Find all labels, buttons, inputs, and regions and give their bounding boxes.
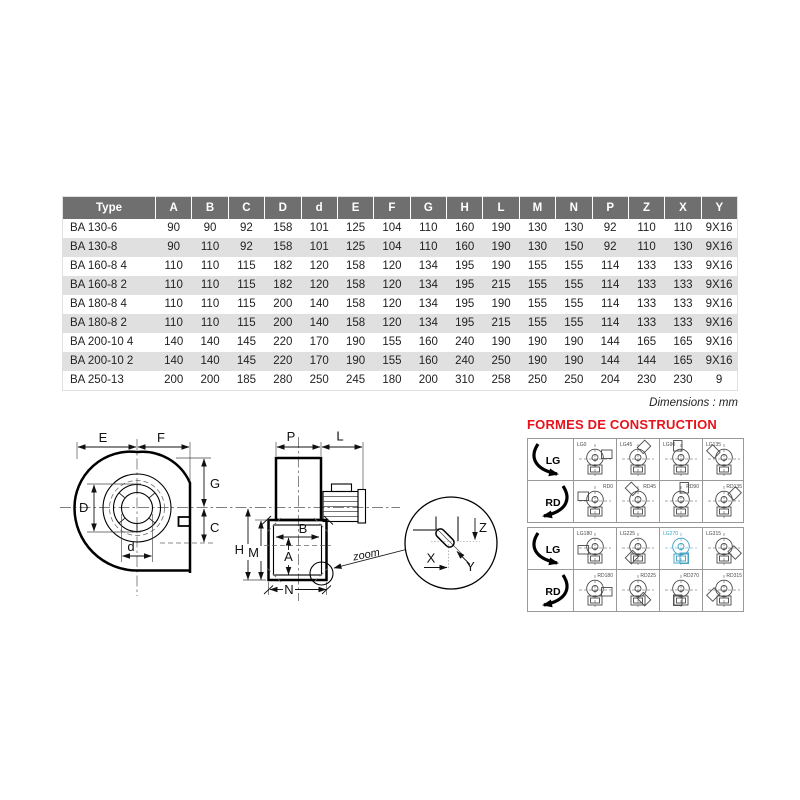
cell-value: 130 [519,219,555,238]
cell-type: BA 200-10 4 [63,333,156,352]
construction-cell-RD225 [617,570,660,611]
fan-orientation-icon [703,481,745,522]
cell-value: 200 [192,371,228,391]
svg-text:LG135: LG135 [706,442,722,448]
cell-value: 133 [628,257,664,276]
cell-value: 195 [447,295,483,314]
construction-cell-RD135 [703,481,745,522]
svg-text:LG45: LG45 [620,442,633,448]
svg-text:LG: LG [545,544,561,556]
cell-value: 195 [447,276,483,295]
construction-row [528,439,743,480]
cell-value: 240 [447,352,483,371]
construction-cell-LG315 [703,528,745,569]
cell-value: 110 [192,314,228,333]
cell-value: 140 [301,295,337,314]
cell-value: 190 [337,333,373,352]
construction-row [528,528,743,569]
cell-value: 258 [483,371,519,391]
flange-inner [274,525,322,575]
cell-value: 200 [265,295,301,314]
column-header-Z: Z [628,197,664,220]
column-header-L: L [483,197,519,220]
flange-outer [269,520,327,580]
fan-orientation-icon [703,439,745,480]
cell-value: 9X16 [701,352,737,371]
cell-value: 250 [483,352,519,371]
cell-value: 190 [519,333,555,352]
cell-value: 115 [228,276,264,295]
column-header-A: A [156,197,192,220]
dim-label-L: L [336,428,344,444]
cell-value: 9X16 [701,238,737,257]
cell-value: 155 [519,295,555,314]
cell-value: 134 [410,257,446,276]
cell-value: 310 [447,371,483,391]
cell-value: 204 [592,371,628,391]
dim-label-Y: Y [466,559,475,574]
cell-value: 92 [228,219,264,238]
svg-text:RD135: RD135 [726,484,742,490]
svg-text:RD225: RD225 [640,573,656,579]
cell-value: 104 [374,238,410,257]
construction-cell-RD45 [617,481,660,522]
cell-value: 134 [410,276,446,295]
fan-orientation-icon [660,439,702,480]
svg-text:LG0: LG0 [577,442,587,448]
dim-label-X: X [426,550,436,566]
table-row-BA-200-10-2 [63,352,738,371]
cell-value: 215 [483,276,519,295]
cell-value: 195 [447,257,483,276]
construction-block [527,438,744,523]
cell-value: 200 [410,371,446,391]
column-header-M: M [519,197,555,220]
cell-value: 190 [483,257,519,276]
fan-side-view [74,430,220,573]
cell-type: BA 200-10 2 [63,352,156,371]
construction-cell-LG180 [574,528,617,569]
cell-value: 144 [592,333,628,352]
construction-cell-RD90 [660,481,703,522]
fan-technical-drawing [55,420,525,620]
cell-value: 133 [665,257,701,276]
cell-value: 180 [374,371,410,391]
cell-value: 115 [228,314,264,333]
cell-value: 155 [374,333,410,352]
cell-value: 158 [337,276,373,295]
cell-type: BA 250-13 [63,371,156,391]
svg-text:RD270: RD270 [683,573,699,579]
cell-value: 110 [192,257,228,276]
construction-hand-RD [528,570,574,611]
construction-hand-RD [528,481,574,522]
construction-cell-RD315 [703,570,745,611]
cell-value: 114 [592,276,628,295]
cell-value: 110 [156,257,192,276]
cell-value: 92 [592,238,628,257]
cell-value: 90 [156,238,192,257]
cell-value: 182 [265,257,301,276]
cell-value: 230 [665,371,701,391]
cell-value: 240 [447,333,483,352]
cell-value: 120 [374,314,410,333]
svg-text:RD: RD [545,586,561,598]
motor [323,484,366,523]
cell-value: 145 [228,333,264,352]
construction-cell-RD0 [574,481,617,522]
cell-value: 114 [592,257,628,276]
cell-value: 133 [665,314,701,333]
dim-label-N: N [284,582,294,597]
dim-label-A: A [284,549,293,564]
construction-cell-RD180 [574,570,617,611]
cell-value: 155 [519,257,555,276]
cell-value: 92 [592,219,628,238]
table-row-BA-180-8-4 [63,295,738,314]
cell-value: 155 [556,295,592,314]
cell-value: 9X16 [701,295,737,314]
motor-terminal-box [332,484,352,492]
cell-value: 110 [665,219,701,238]
table-row-BA-200-10-4 [63,333,738,352]
cell-value: 185 [228,371,264,391]
cell-value: 110 [156,295,192,314]
fan-front-view [235,429,366,598]
column-header-P: P [592,197,628,220]
cell-value: 110 [192,295,228,314]
fan-orientation-icon [660,570,702,611]
cell-value: 140 [301,314,337,333]
cell-value: 90 [156,219,192,238]
svg-text:RD90: RD90 [686,484,699,490]
construction-cell-RD270 [660,570,703,611]
column-header-B: B [192,197,228,220]
cell-value: 110 [192,276,228,295]
cell-value: 130 [665,238,701,257]
fan-orientation-icon [574,481,616,522]
cell-value: 104 [374,219,410,238]
motor-end-cap [358,490,366,524]
cell-value: 250 [519,371,555,391]
dim-label-Z: Z [479,520,487,535]
cell-value: 9X16 [701,219,737,238]
cell-value: 9X16 [701,333,737,352]
cell-type: BA 180-8 4 [63,295,156,314]
cell-value: 140 [156,352,192,371]
cell-value: 160 [410,333,446,352]
cell-value: 115 [228,295,264,314]
cell-value: 133 [665,276,701,295]
dim-label-P: P [286,429,296,444]
column-header-Y: Y [701,197,737,220]
construction-panel [527,417,745,612]
construction-row [528,569,743,611]
cell-value: 190 [556,352,592,371]
cell-value: 190 [519,352,555,371]
cell-value: 130 [519,238,555,257]
construction-cell-LG45 [617,439,660,480]
cell-value: 170 [301,333,337,352]
cell-value: 215 [483,314,519,333]
column-header-d: d [301,197,337,220]
cell-value: 120 [301,276,337,295]
cell-value: 9X16 [701,257,737,276]
construction-blocks [527,438,745,612]
cell-value: 110 [628,219,664,238]
dim-label-E: E [98,430,108,445]
cell-value: 160 [410,352,446,371]
slot-detail-view [405,497,497,589]
fan-orientation-icon [617,528,659,569]
cell-value: 190 [483,219,519,238]
cell-type: BA 160-8 2 [63,276,156,295]
cell-value: 160 [447,219,483,238]
cell-value: 125 [337,238,373,257]
cell-value: 144 [628,352,664,371]
cell-value: 92 [228,238,264,257]
cell-value: 200 [156,371,192,391]
column-header-N: N [556,197,592,220]
cell-value: 90 [192,219,228,238]
svg-text:RD0: RD0 [602,484,613,490]
column-header-Type: Type [63,197,156,220]
cell-value: 158 [337,314,373,333]
table-row-BA-180-8-2 [63,314,738,333]
fan-orientation-icon [703,570,745,611]
dimensions-table [62,196,738,391]
cell-value: 245 [337,371,373,391]
cell-value: 120 [374,257,410,276]
cell-value: 125 [337,219,373,238]
cell-value: 160 [447,238,483,257]
cell-value: 200 [265,314,301,333]
column-header-E: E [337,197,373,220]
cell-value: 158 [265,219,301,238]
fan-orientation-icon [703,528,745,569]
svg-text:LG180: LG180 [577,531,593,537]
cell-value: 165 [628,333,664,352]
column-header-H: H [447,197,483,220]
svg-text:RD45: RD45 [643,484,656,490]
cell-value: 158 [265,238,301,257]
cell-value: 158 [337,257,373,276]
svg-text:LG: LG [545,455,561,467]
construction-cell-LG225 [617,528,660,569]
column-header-F: F [374,197,410,220]
cell-value: 155 [374,352,410,371]
cell-value: 9X16 [701,314,737,333]
fan-orientation-icon [617,439,659,480]
cell-value: 110 [628,238,664,257]
cell-value: 155 [556,276,592,295]
cell-value: 9 [701,371,737,391]
cell-value: 170 [301,352,337,371]
construction-hand-LG [528,439,574,480]
flange-corner-slots [267,518,328,582]
cell-value: 110 [156,276,192,295]
cell-value: 130 [556,219,592,238]
cell-value: 280 [265,371,301,391]
column-header-D: D [265,197,301,220]
column-header-C: C [228,197,264,220]
construction-row [528,480,743,522]
cell-value: 144 [592,352,628,371]
dim-label-C: C [210,520,220,535]
cell-type: BA 130-6 [63,219,156,238]
cell-value: 9X16 [701,276,737,295]
dim-label-B: B [298,521,308,536]
svg-text:RD: RD [545,497,561,509]
fan-orientation-icon [574,570,616,611]
fan-orientation-icon [574,439,616,480]
column-header-X: X [665,197,701,220]
cell-value: 220 [265,333,301,352]
construction-hand-LG [528,528,574,569]
dim-label-M: M [248,545,259,560]
cell-value: 133 [628,314,664,333]
cell-type: BA 130-8 [63,238,156,257]
svg-text:RD315: RD315 [726,573,742,579]
dim-label-d: d [127,539,135,554]
cell-value: 110 [192,238,228,257]
cell-value: 220 [265,352,301,371]
construction-cell-LG135 [703,439,745,480]
construction-title: FORMES DE CONSTRUCTION [527,417,718,432]
cell-value: 140 [192,352,228,371]
fan-orientation-icon [660,528,702,569]
cell-value: 115 [228,257,264,276]
fan-orientation-icon [617,481,659,522]
cell-value: 140 [192,333,228,352]
construction-block [527,527,744,612]
cell-value: 101 [301,238,337,257]
cell-value: 114 [592,314,628,333]
column-header-G: G [410,197,446,220]
svg-text:LG270: LG270 [663,531,679,537]
cell-value: 133 [628,276,664,295]
svg-text:RD180: RD180 [597,573,613,579]
table-row-BA-160-8-2 [63,276,738,295]
table-row-BA-130-6 [63,219,738,238]
cell-value: 120 [374,295,410,314]
cell-value: 150 [556,238,592,257]
cell-value: 134 [410,295,446,314]
table-header-row [63,197,738,220]
cell-value: 155 [519,276,555,295]
fan-orientation-icon [574,528,616,569]
dimensions-note: Dimensions : mm [649,397,738,409]
cell-value: 155 [519,314,555,333]
svg-text:LG225: LG225 [620,531,636,537]
svg-text:LG90: LG90 [663,442,676,448]
dim-label-D: D [79,500,89,515]
volute-outline [74,452,190,573]
dim-label-H: H [234,542,244,557]
cell-value: 230 [628,371,664,391]
cell-value: 114 [592,295,628,314]
cell-value: 120 [301,257,337,276]
cell-value: 165 [665,352,701,371]
cell-value: 195 [447,314,483,333]
cell-value: 190 [483,295,519,314]
cell-value: 155 [556,257,592,276]
table-row-BA-160-8-4 [63,257,738,276]
fan-orientation-icon [660,481,702,522]
dim-label-G: G [210,476,221,491]
construction-cell-LG0 [574,439,617,480]
cell-value: 182 [265,276,301,295]
cell-type: BA 160-8 4 [63,257,156,276]
witness-ticks [262,516,333,594]
cell-value: 134 [410,314,446,333]
cell-value: 110 [410,219,446,238]
zoom-leader-label: zoom [352,546,381,564]
cell-value: 110 [156,314,192,333]
cell-value: 140 [156,333,192,352]
cell-value: 145 [228,352,264,371]
cell-value: 158 [337,295,373,314]
cell-value: 190 [483,238,519,257]
svg-text:LG315: LG315 [706,531,722,537]
cell-value: 190 [556,333,592,352]
cell-type: BA 180-8 2 [63,314,156,333]
cell-value: 101 [301,219,337,238]
cell-value: 250 [301,371,337,391]
fan-orientation-icon [617,570,659,611]
cell-value: 120 [374,276,410,295]
cell-value: 133 [628,295,664,314]
cell-value: 110 [410,238,446,257]
cell-value: 190 [337,352,373,371]
cell-value: 133 [665,295,701,314]
table-row-BA-250-13 [63,371,738,391]
cell-value: 190 [483,333,519,352]
table-row-BA-130-8 [63,238,738,257]
cell-value: 155 [556,314,592,333]
dim-label-F: F [157,430,165,445]
cell-value: 165 [665,333,701,352]
cell-value: 250 [556,371,592,391]
construction-cell-LG270 [660,528,703,569]
cutoff-notch [179,517,191,526]
construction-cell-LG90 [660,439,703,480]
